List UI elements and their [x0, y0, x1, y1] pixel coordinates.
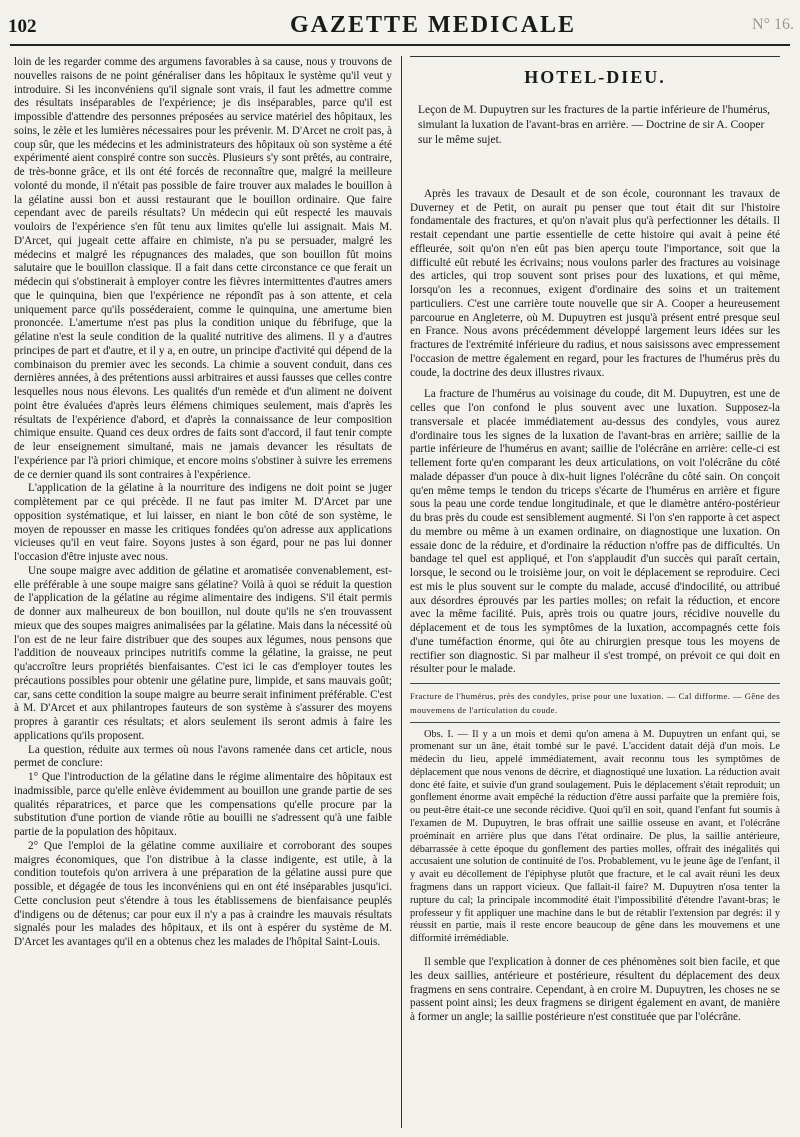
column-divider: [401, 56, 402, 1128]
paragraph: Il semble que l'explication à donner de ces phénomènes soit bien facile, et que les deux saillies, antérieure et postérieure, résultent du déplacement des deux fragmens en sens contraire. Cependant, à en croire M. Dupuytren, les choses ne se passent point ainsi; les deux fragmens se dirigent également en avant, de manière à former un angle; la saillie postérieure n'est constituée que par l'olécrâne.: [410, 956, 780, 1024]
section-title: HOTEL-DIEU.: [524, 67, 666, 87]
paragraph: La question, réduite aux termes où nous l'avons ramenée dans cet article, nous permet de conclure:: [14, 743, 392, 770]
left-column: [14, 56, 392, 1128]
paragraph: La fracture de l'humérus au voisinage du coude, dit M. Dupuytren, est une de celles que l'on confond le plus souvent avec une luxation. Supposez-la transversale et placée immédiatement au-dessus des condyles, vous aurez d'ordinaire tous les signes de la luxation de l'avant-bras en arrière; saillie de la partie inférieure de l'humérus en avant; saillie de l'olécrâne en arrière: celle-ci est tellement forte qu'en comparant les deux articulations, on voit l'olécrâne du côté malade dépasser d'un pouce à dix-huit lignes l'olécrâne du côté sain. On conçoit qu'en même temps le tendon du triceps s'écarte de l'humérus en arrière et figure sous la peau une corde tendue longitudinale, et que le diamètre antéro-postérieur du bras près du coude est sensiblement augmenté. Si l'on s'en rapporte à cet aspect du membre ou même à un examen ordinaire, on diagnostique une luxation. On essaie donc de la réduire, et d'ordinaire la réduction n'offre pas de difficultés. Un bandage tel quel est appliqué, et l'on s'applaudit d'un succès qui paraît certain, lorsque, le second ou le troisième jour, on voit le déplacement se reproduire. Ceci est mis le plus souvent sur le compte du malade, accusé d'indocilité, ou attribué aux désordres éprouvés par les parties molles; on refait la réduction, et encore avec la même facilité. Puis, après trois ou quatre jours, récidive nouvelle du déplacement et de tous les symptômes de la luxation, accompagnés cette fois d'une tuméfaction énorme, qui ôte au chirurgien presque tous les moyens de rectifier son diagnostic. Si par malheur il s'est trompé, on prévoit ce qui doit en résulter pour le malade.: [410, 388, 780, 676]
lecture-title: Leçon de M. Dupuytren sur les fractures de la partie inférieure de l'humérus, simulant la luxation de l'avant-bras en arrière. — Doctrine de sir A. Cooper sur le même sujet.: [418, 103, 771, 146]
divider: [410, 722, 780, 723]
right-column: [410, 56, 780, 1128]
paragraph: 1° Que l'introduction de la gélatine dans le régime alimentaire des hôpitaux est inadmissible, parce qu'elle enlève évidemment au bouillon une grande partie de ses qualités réparatrices, et parce que les compensations qu'elle procure par la substitution d'une portion de viande rôtie au bouilli ne s'adressent qu'à une faible partie de la population des hôpitaux.: [14, 771, 392, 838]
case-heading: Fracture de l'humérus, près des condyles, prise pour une luxation. — Cal difforme. — Gêne des mouvemens de l'articulation du coude.: [410, 691, 780, 715]
paragraph: Après les travaux de Desault et de son école, couronnant les travaux de Duverney et de Petit, on aurait pu penser que tout était dit sur l'histoire fondamentale des fractures, et qu'on n'avait plus qu'à perfectionner les détails. Il restait cependant une partie essentielle de cette histoire qui avait à peine été effleurée, soit qu'on n'en eût pas bien aperçu toute l'importance, soit que la difficulté eût rebuté les écrivains; nous voulons parler des fractures au voisinage des articles, qui trop souvent sont prises pour des luxations, et qui même, lorsqu'on les a reconnues, exigent d'ordinaire des soins et un traitement particuliers. C'est une carrière toute nouvelle que sir A. Cooper a heureusement parcourue en Angleterre, où M. Dupuytren est jusqu'à présent entré presque seul en France. Nous avons précédemment développé largement leurs idées sur les fractures de l'extrémité inférieure du radius, et nous saisissons avec empressement l'occasion de mettre également en regard, pour les fractures de l'humérus près du coude, la doctrine des deux illustres rivaux.: [410, 187, 780, 379]
header-rule: [10, 44, 790, 46]
observation: Obs. I. — Il y a un mois et demi qu'on amena à M. Dupuytren un enfant qui, se promenant sur un âne, était tombé sur le pavé. L'accident datait déjà d'un mois. Le médecin du lieu, appelé immédiatement, avait reconnu tous les symptômes de déplacement que nous venons de décrire, et diagnostiqué une luxation. La réduction avait donc été faite, et suivie d'un grand soulagement. Puis le déplacement s'était reproduit; un gonflement énorme avait empêché la réduction d'être aussi parfaite que la première fois, ou peut-être était-ce une seconde récidive. Quoi qu'il en soit, quand l'enfant fut soumis à l'examen de M. Dupuytren, le bras offrait une saillie osseuse en avant, et l'olécrâne proéminait en arrière plus que dans l'état ordinaire. De plus, la saillie antérieure, débarrassée à cette époque du gonflement des parties molles, offrait des inégalités qui accusaient une solution de continuité de l'os. Probablement, vu le jeune âge de l'enfant, il y avait eu décollement de l'épiphyse plutôt que fracture, et le cal avait réuni les deux fragmens dans un rapport vicieux. Que fallait-il faire? M. Dupuytren n'osa tenter la rupture du cal; la principale incommodité était l'impossibilité d'étendre l'avant-bras; le professeur y fit appliquer une machine dans le but de rétablir l'extension par degrés: il y réussit en partie, mais il reste encore beaucoup de gêne dans les mouvemens et une difformité irrémédiable.: [410, 728, 780, 945]
page-number: 102: [8, 16, 37, 37]
issue-number: N° 16.: [752, 16, 794, 33]
paragraph: Une soupe maigre avec addition de gélatine et aromatisée convenablement, est-elle préférable à une soupe maigre sans gélatine? Voilà à quoi se réduit la question de l'application de la gélatine au régime alimentaire des indigens. S'il était permis de donner aux malheureux de bon bouillon, nul doute qu'ils ne s'en trouvassent mieux que des soupes maigres animalisées par la gélatine. Mais dans la nécessité où l'on est de ne leur faire distribuer que des soupes aux légumes, nous pensons que l'addition de nouveaux principes nutritifs comme la gélatine, la graisse, ne peut qu'accroître leurs propriétés bienfaisantes. C'est ici le cas d'employer toutes les précautions possibles pour obtenir une gélatine pure, limpide, et sans mauvais goût; car, sans cette condition la soupe maigre au beurre serait infiniment préférable. C'est à M. D'Arcet et aux philantropes fauteurs de son système à s'assurer des moyens propres à garantir ces résultats; et alors seulement ils seront admis à faire les applications qu'ils proposent.: [14, 564, 392, 742]
page-header: [0, 0, 800, 52]
paragraph: L'application de la gélatine à la nourriture des indigens ne doit point se juger complètement par ce qui précède. Il ne faut pas imiter M. D'Arcet par une opposition systématique, et lui laisser, en niant le bon côté de son système, le moyen de repousser en masse les critiques fondées qu'on adresse aux applications vicieuses qu'il en veut faire. Soyons justes à son égard, pour ne pas lui donner l'occasion d'être injuste avec nous.: [14, 482, 392, 563]
journal-title: GAZETTE MEDICALE: [290, 12, 577, 38]
paragraph: 2° Que l'emploi de la gélatine comme auxiliaire et corroborant des soupes maigres économiques, que l'on distribue à la classe indigente, est utile, à la condition toutefois qu'on arrivera à une préparation de la gélatine aussi pure que possible, et dégagée de tous les inconvéniens qui en ont été inséparables jusqu'ici. Cette conclusion peut s'étendre à tous les établissemens de bienfaisance peuplés d'indigens ou de détenus; car pour eux il n'y a pas à craindre les mauvais résultats signalés pour les malades des hôpitaux, et ils ont à espérer du système de M. D'Arcet les avantages qu'il en a obtenus chez les malades de l'hôpital Saint-Louis.: [14, 839, 392, 948]
section-rule: [410, 56, 780, 57]
divider: [410, 683, 780, 684]
paragraph: loin de les regarder comme des argumens favorables à sa cause, nous y trouvons de nouvelles raisons de ne point généraliser dans les hôpitaux le système qu'il veut y introduire. Si les inconvéniens qu'il signale sont vrais, il faut les admettre comme des résultats inséparables de l'expérience; je dis inséparables, parce qu'il est impossible d'attendre des personnes préposées au service matériel des hôpitaux, les soins, le zèle et les lumières nécessaires pour les prévenir. M. D'Arcet ne croit pas, à coup sûr, que les médecins et les administrateurs des hôpitaux où son système a été expérimenté aient conspiré contre son succès. Plusieurs s'y sont prêtés, au contraire, de très-bonne grâce, et ils ont été forcés de reconnaître que, malgré la meilleure volonté du monde, il n'était pas possible de faire trouver aux malades le bouillon à la gélatine aussi bon et aussi restaurant que le bouillon ordinaire. Que faire cependant avec de pareils résultats? Un médecin qui eût respecté les mauvais vouloirs de l'expérience s'en fût tenu aux limites qu'elle lui assignait. Mais M. D'Arcet, qui jugeait cette affaire en chimiste, n'a pu se persuader, malgré les médecins et malgré les répugnances des malades, que son bouillon fût moins salutaire que le bouillon classique. Il a fait dans cette circonstance ce que ferait un médecin qui s'obstinerait à employer contre les fièvres intermittentes d'autres amers que le quinquina, bien que l'expérience ne répondît pas à son attente, et cela uniquement parce qu'ils posséderaient, comme le quinquina, une amertume bien prononcée. L'amertume n'est pas plus la condition unique du fébrifuge, que la gélatine n'est la seule condition de la qualité nutritive des alimens. Il y a d'autres principes de part et d'autre, et il y a, en outre, un principe d'activité qui dépend de la combinaison du premier avec les seconds. La chimie a souvent conduit, dans ces dernières années, à des prétentions aussi arbitraires et aussi fausses que celles contre lesquelles nous nous élevons. Les qualités d'un remède et d'un aliment ne doivent point être évaluées d'après leurs élémens chimiques seulement, mais d'après les résultats de l'expérience d'abord, et d'après la connaissance de leur composition chimique ensuite. Quand ces deux ordres de faits sont d'accord, il faut tenir compte de leur enseignement simultané, mais ne jamais devancer les résultats de l'expérience par l'à priori chimique, et encore moins s'obstiner à suivre les erremens de ce dernier quand ils sont contraires à l'expérience.: [14, 56, 392, 481]
